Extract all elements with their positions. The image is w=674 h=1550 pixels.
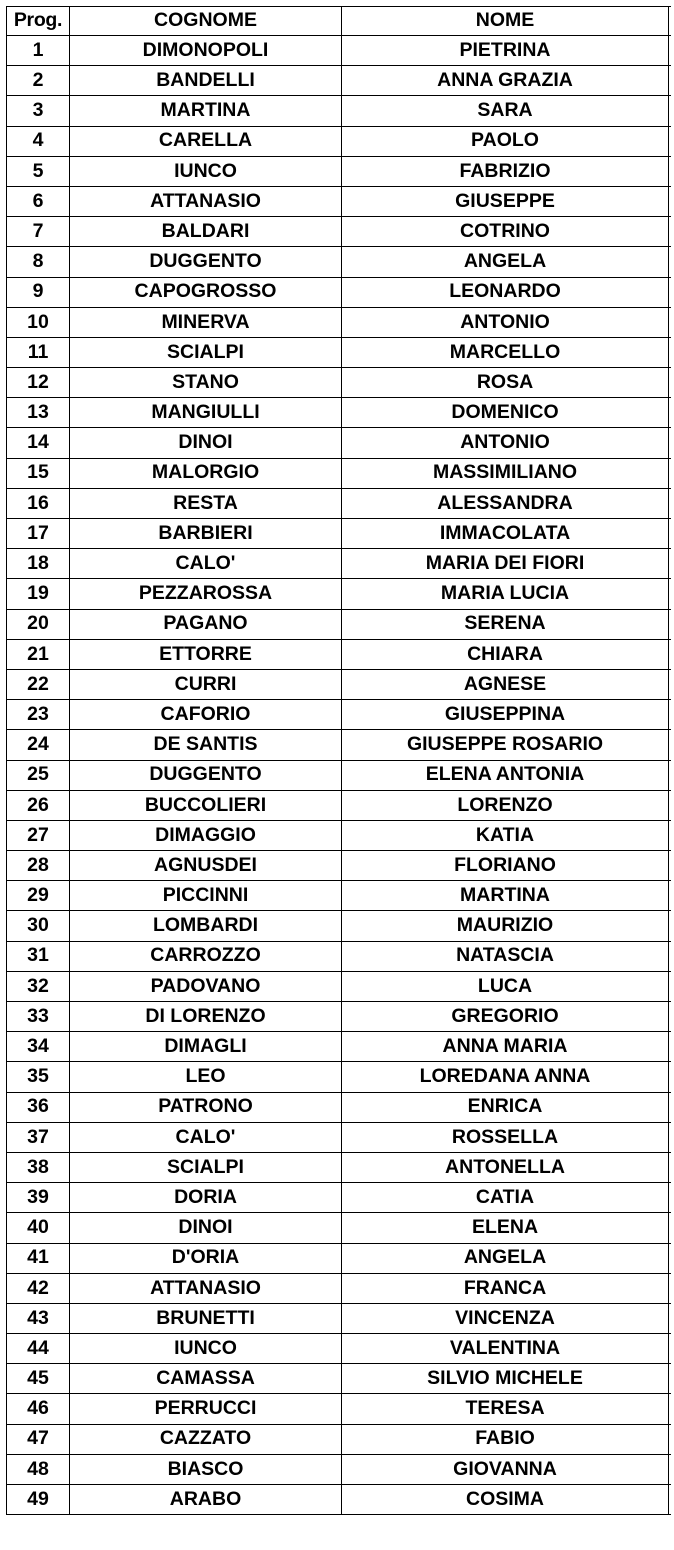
cell-cognome[interactable]: RESTA xyxy=(70,488,342,518)
cell-next-column[interactable] xyxy=(669,36,671,66)
cell-prog[interactable]: 19 xyxy=(7,579,70,609)
table-row xyxy=(7,1002,671,1032)
cell-prog[interactable]: 34 xyxy=(7,1032,70,1062)
cell-cognome[interactable]: SCIALPI xyxy=(70,1152,342,1182)
cell-cognome[interactable]: CALO' xyxy=(70,549,342,579)
cell-prog[interactable]: 27 xyxy=(7,820,70,850)
cell-nome[interactable]: IMMACOLATA xyxy=(342,519,669,549)
cell-next-column[interactable] xyxy=(669,579,671,609)
cell-cognome[interactable]: BUCCOLIERI xyxy=(70,790,342,820)
cell-prog[interactable]: 8 xyxy=(7,247,70,277)
cell-prog[interactable]: 26 xyxy=(7,790,70,820)
cell-prog[interactable]: 21 xyxy=(7,639,70,669)
table-row xyxy=(7,1092,671,1122)
cell-cognome[interactable]: DUGGENTO xyxy=(70,760,342,790)
cell-cognome[interactable]: PICCINNI xyxy=(70,881,342,911)
cell-cognome[interactable]: DIMAGGIO xyxy=(70,820,342,850)
cell-next-column[interactable] xyxy=(669,639,671,669)
cell-cognome[interactable]: DIMONOPOLI xyxy=(70,36,342,66)
cell-prog[interactable]: 1 xyxy=(7,36,70,66)
cell-prog[interactable]: 38 xyxy=(7,1152,70,1182)
cell-nome[interactable]: FABRIZIO xyxy=(342,156,669,186)
cell-cognome[interactable]: PERRUCCI xyxy=(70,1394,342,1424)
cell-prog[interactable]: 37 xyxy=(7,1122,70,1152)
cell-next-column[interactable] xyxy=(669,1364,671,1394)
cell-next-column[interactable] xyxy=(669,669,671,699)
cell-cognome[interactable]: LEO xyxy=(70,1062,342,1092)
cell-nome[interactable]: GIUSEPPE xyxy=(342,186,669,216)
cell-nome[interactable]: LOREDANA ANNA xyxy=(342,1062,669,1092)
cell-nome[interactable]: PIETRINA xyxy=(342,36,669,66)
cell-prog[interactable]: 10 xyxy=(7,307,70,337)
cell-prog[interactable]: 44 xyxy=(7,1334,70,1364)
cell-cognome[interactable]: LOMBARDI xyxy=(70,911,342,941)
table-row xyxy=(7,1243,671,1273)
table-row xyxy=(7,1032,671,1062)
cell-prog[interactable]: 17 xyxy=(7,519,70,549)
cell-cognome[interactable]: AGNUSDEI xyxy=(70,851,342,881)
cell-next-column[interactable] xyxy=(669,307,671,337)
cell-nome[interactable]: MARCELLO xyxy=(342,337,669,367)
table-row xyxy=(7,36,671,66)
cell-nome[interactable]: ANNA GRAZIA xyxy=(342,66,669,96)
cell-prog[interactable]: 14 xyxy=(7,428,70,458)
cell-prog[interactable]: 13 xyxy=(7,398,70,428)
cell-prog[interactable]: 31 xyxy=(7,941,70,971)
cell-nome[interactable]: LEONARDO xyxy=(342,277,669,307)
cell-cognome[interactable]: DUGGENTO xyxy=(70,247,342,277)
table-row xyxy=(7,337,671,367)
cell-next-column[interactable] xyxy=(669,398,671,428)
cell-cognome[interactable]: DINOI xyxy=(70,428,342,458)
table-row xyxy=(7,851,671,881)
cell-nome[interactable]: GREGORIO xyxy=(342,1002,669,1032)
table-row xyxy=(7,126,671,156)
table-row xyxy=(7,941,671,971)
table-row xyxy=(7,277,671,307)
cell-nome[interactable]: ROSSELLA xyxy=(342,1122,669,1152)
cell-cognome[interactable]: PATRONO xyxy=(70,1092,342,1122)
cell-next-column[interactable] xyxy=(669,428,671,458)
cell-cognome[interactable]: MINERVA xyxy=(70,307,342,337)
cell-next-column[interactable] xyxy=(669,1424,671,1454)
cell-nome[interactable]: LUCA xyxy=(342,971,669,1001)
cell-cognome[interactable]: D'ORIA xyxy=(70,1243,342,1273)
table-row xyxy=(7,1394,671,1424)
cell-next-column[interactable] xyxy=(669,790,671,820)
cell-prog[interactable]: 43 xyxy=(7,1303,70,1333)
cell-cognome[interactable]: CURRI xyxy=(70,669,342,699)
cell-next-column[interactable] xyxy=(669,609,671,639)
table-row xyxy=(7,488,671,518)
cell-prog[interactable]: 30 xyxy=(7,911,70,941)
table-row xyxy=(7,971,671,1001)
table-row xyxy=(7,911,671,941)
spreadsheet xyxy=(6,6,670,1515)
cell-next-column[interactable] xyxy=(669,1303,671,1333)
cell-next-column[interactable] xyxy=(669,519,671,549)
cell-nome[interactable]: MAURIZIO xyxy=(342,911,669,941)
header-prog[interactable]: Prog. xyxy=(7,7,70,36)
cell-prog[interactable]: 24 xyxy=(7,730,70,760)
cell-prog[interactable]: 18 xyxy=(7,549,70,579)
cell-prog[interactable]: 20 xyxy=(7,609,70,639)
cell-cognome[interactable]: CAZZATO xyxy=(70,1424,342,1454)
cell-cognome[interactable]: CAPOGROSSO xyxy=(70,277,342,307)
cell-cognome[interactable]: BIASCO xyxy=(70,1454,342,1484)
cell-nome[interactable]: GIOVANNA xyxy=(342,1454,669,1484)
table-row xyxy=(7,156,671,186)
cell-cognome[interactable]: ARABO xyxy=(70,1485,342,1515)
cell-prog[interactable]: 47 xyxy=(7,1424,70,1454)
cell-cognome[interactable]: DI LORENZO xyxy=(70,1002,342,1032)
cell-nome[interactable]: ANTONELLA xyxy=(342,1152,669,1182)
table-row xyxy=(7,1062,671,1092)
header-nome[interactable]: NOME xyxy=(342,7,669,36)
cell-nome[interactable]: FRANCA xyxy=(342,1273,669,1303)
cell-prog[interactable]: 23 xyxy=(7,700,70,730)
cell-cognome[interactable]: BANDELLI xyxy=(70,66,342,96)
cell-nome[interactable]: ANTONIO xyxy=(342,307,669,337)
cell-prog[interactable]: 22 xyxy=(7,669,70,699)
cell-next-column[interactable] xyxy=(669,337,671,367)
table-row xyxy=(7,790,671,820)
table-row xyxy=(7,1485,671,1515)
cell-next-column[interactable] xyxy=(669,66,671,96)
cell-cognome[interactable]: CARELLA xyxy=(70,126,342,156)
cell-prog[interactable]: 39 xyxy=(7,1183,70,1213)
table-row xyxy=(7,1454,671,1484)
table-row xyxy=(7,549,671,579)
cell-next-column[interactable] xyxy=(669,368,671,398)
table-row xyxy=(7,700,671,730)
cell-next-column[interactable] xyxy=(669,1002,671,1032)
cell-cognome[interactable]: STANO xyxy=(70,368,342,398)
cell-cognome[interactable]: BALDARI xyxy=(70,217,342,247)
cell-prog[interactable]: 16 xyxy=(7,488,70,518)
names-table xyxy=(6,6,671,1515)
cell-prog[interactable]: 6 xyxy=(7,186,70,216)
cell-next-column[interactable] xyxy=(669,730,671,760)
cell-nome[interactable]: LORENZO xyxy=(342,790,669,820)
cell-next-column[interactable] xyxy=(669,217,671,247)
cell-cognome[interactable]: PADOVANO xyxy=(70,971,342,1001)
cell-cognome[interactable]: CAMASSA xyxy=(70,1364,342,1394)
cell-cognome[interactable]: ATTANASIO xyxy=(70,186,342,216)
cell-nome[interactable]: KATIA xyxy=(342,820,669,850)
cell-next-column[interactable] xyxy=(669,1394,671,1424)
cell-nome[interactable]: GIUSEPPINA xyxy=(342,700,669,730)
cell-next-column[interactable] xyxy=(669,186,671,216)
table-row xyxy=(7,217,671,247)
cell-next-column[interactable] xyxy=(669,1122,671,1152)
cell-nome[interactable]: ANGELA xyxy=(342,247,669,277)
cell-cognome[interactable]: SCIALPI xyxy=(70,337,342,367)
cell-cognome[interactable]: CALO' xyxy=(70,1122,342,1152)
table-row xyxy=(7,428,671,458)
table-row xyxy=(7,1364,671,1394)
cell-next-column[interactable] xyxy=(669,881,671,911)
cell-next-column[interactable] xyxy=(669,851,671,881)
table-row xyxy=(7,1334,671,1364)
cell-nome[interactable]: COTRINO xyxy=(342,217,669,247)
table-row xyxy=(7,398,671,428)
cell-prog[interactable]: 29 xyxy=(7,881,70,911)
cell-prog[interactable]: 12 xyxy=(7,368,70,398)
cell-next-column[interactable] xyxy=(669,1334,671,1364)
table-row xyxy=(7,1213,671,1243)
table-row xyxy=(7,730,671,760)
cell-next-column[interactable] xyxy=(669,1243,671,1273)
cell-prog[interactable]: 4 xyxy=(7,126,70,156)
cell-cognome[interactable]: MALORGIO xyxy=(70,458,342,488)
cell-prog[interactable]: 28 xyxy=(7,851,70,881)
table-row xyxy=(7,66,671,96)
cell-nome[interactable]: VALENTINA xyxy=(342,1334,669,1364)
cell-next-column[interactable] xyxy=(669,277,671,307)
cell-cognome[interactable]: BARBIERI xyxy=(70,519,342,549)
cell-nome[interactable]: CHIARA xyxy=(342,639,669,669)
cell-nome[interactable]: SERENA xyxy=(342,609,669,639)
cell-next-column[interactable] xyxy=(669,700,671,730)
cell-next-column[interactable] xyxy=(669,458,671,488)
cell-prog[interactable]: 33 xyxy=(7,1002,70,1032)
cell-nome[interactable]: SARA xyxy=(342,96,669,126)
table-row xyxy=(7,1424,671,1454)
cell-nome[interactable]: ELENA xyxy=(342,1213,669,1243)
cell-cognome[interactable]: IUNCO xyxy=(70,1334,342,1364)
cell-cognome[interactable]: DORIA xyxy=(70,1183,342,1213)
cell-next-column[interactable] xyxy=(669,1032,671,1062)
cell-prog[interactable]: 46 xyxy=(7,1394,70,1424)
cell-cognome[interactable]: MANGIULLI xyxy=(70,398,342,428)
cell-next-column[interactable] xyxy=(669,488,671,518)
cell-next-column[interactable] xyxy=(669,247,671,277)
cell-prog[interactable]: 48 xyxy=(7,1454,70,1484)
cell-prog[interactable]: 7 xyxy=(7,217,70,247)
cell-cognome[interactable]: CAFORIO xyxy=(70,700,342,730)
cell-prog[interactable]: 2 xyxy=(7,66,70,96)
cell-nome[interactable]: MARIA LUCIA xyxy=(342,579,669,609)
cell-next-column[interactable] xyxy=(669,156,671,186)
cell-next-column[interactable] xyxy=(669,1183,671,1213)
cell-next-column[interactable] xyxy=(669,1454,671,1484)
cell-prog[interactable]: 41 xyxy=(7,1243,70,1273)
cell-nome[interactable]: MARIA DEI FIORI xyxy=(342,549,669,579)
cell-nome[interactable]: COSIMA xyxy=(342,1485,669,1515)
table-row xyxy=(7,307,671,337)
cell-nome[interactable]: MASSIMILIANO xyxy=(342,458,669,488)
cell-cognome[interactable]: DE SANTIS xyxy=(70,730,342,760)
cell-prog[interactable]: 15 xyxy=(7,458,70,488)
cell-nome[interactable]: AGNESE xyxy=(342,669,669,699)
cell-prog[interactable]: 42 xyxy=(7,1273,70,1303)
cell-nome[interactable]: NATASCIA xyxy=(342,941,669,971)
header-cognome[interactable]: COGNOME xyxy=(70,7,342,36)
cell-nome[interactable]: DOMENICO xyxy=(342,398,669,428)
header-next-column[interactable] xyxy=(669,7,671,36)
cell-nome[interactable]: MARTINA xyxy=(342,881,669,911)
cell-prog[interactable]: 11 xyxy=(7,337,70,367)
cell-cognome[interactable]: PEZZAROSSA xyxy=(70,579,342,609)
cell-prog[interactable]: 40 xyxy=(7,1213,70,1243)
table-row xyxy=(7,820,671,850)
cell-nome[interactable]: ANNA MARIA xyxy=(342,1032,669,1062)
cell-next-column[interactable] xyxy=(669,549,671,579)
cell-next-column[interactable] xyxy=(669,820,671,850)
cell-prog[interactable]: 5 xyxy=(7,156,70,186)
cell-cognome[interactable]: ATTANASIO xyxy=(70,1273,342,1303)
cell-cognome[interactable]: CARROZZO xyxy=(70,941,342,971)
cell-next-column[interactable] xyxy=(669,1062,671,1092)
cell-prog[interactable]: 49 xyxy=(7,1485,70,1515)
cell-nome[interactable]: ENRICA xyxy=(342,1092,669,1122)
cell-next-column[interactable] xyxy=(669,971,671,1001)
cell-nome[interactable]: ROSA xyxy=(342,368,669,398)
cell-prog[interactable]: 25 xyxy=(7,760,70,790)
table-row xyxy=(7,579,671,609)
table-row xyxy=(7,96,671,126)
cell-next-column[interactable] xyxy=(669,1092,671,1122)
cell-nome[interactable]: ANGELA xyxy=(342,1243,669,1273)
cell-cognome[interactable]: DINOI xyxy=(70,1213,342,1243)
cell-cognome[interactable]: MARTINA xyxy=(70,96,342,126)
cell-next-column[interactable] xyxy=(669,1213,671,1243)
cell-nome[interactable]: TERESA xyxy=(342,1394,669,1424)
cell-cognome[interactable]: PAGANO xyxy=(70,609,342,639)
cell-prog[interactable]: 9 xyxy=(7,277,70,307)
cell-prog[interactable]: 36 xyxy=(7,1092,70,1122)
cell-nome[interactable]: GIUSEPPE ROSARIO xyxy=(342,730,669,760)
table-row xyxy=(7,760,671,790)
table-row xyxy=(7,639,671,669)
cell-next-column[interactable] xyxy=(669,1485,671,1515)
cell-nome[interactable]: FLORIANO xyxy=(342,851,669,881)
cell-nome[interactable]: PAOLO xyxy=(342,126,669,156)
table-row xyxy=(7,669,671,699)
table-row xyxy=(7,519,671,549)
cell-cognome[interactable]: DIMAGLI xyxy=(70,1032,342,1062)
cell-prog[interactable]: 45 xyxy=(7,1364,70,1394)
table-row xyxy=(7,881,671,911)
table-row xyxy=(7,1183,671,1213)
table-body xyxy=(7,36,671,1515)
cell-nome[interactable]: ELENA ANTONIA xyxy=(342,760,669,790)
cell-nome[interactable]: VINCENZA xyxy=(342,1303,669,1333)
cell-next-column[interactable] xyxy=(669,96,671,126)
cell-nome[interactable]: SILVIO MICHELE xyxy=(342,1364,669,1394)
table-row xyxy=(7,458,671,488)
table-row xyxy=(7,247,671,277)
table-row xyxy=(7,609,671,639)
cell-prog[interactable]: 32 xyxy=(7,971,70,1001)
table-row xyxy=(7,1303,671,1333)
header-row xyxy=(7,7,671,36)
cell-prog[interactable]: 3 xyxy=(7,96,70,126)
table-header xyxy=(7,7,671,36)
table-row xyxy=(7,1122,671,1152)
cell-nome[interactable]: CATIA xyxy=(342,1183,669,1213)
table-row xyxy=(7,1273,671,1303)
cell-cognome[interactable]: IUNCO xyxy=(70,156,342,186)
cell-cognome[interactable]: ETTORRE xyxy=(70,639,342,669)
cell-cognome[interactable]: BRUNETTI xyxy=(70,1303,342,1333)
cell-next-column[interactable] xyxy=(669,760,671,790)
cell-next-column[interactable] xyxy=(669,126,671,156)
cell-next-column[interactable] xyxy=(669,1152,671,1182)
cell-next-column[interactable] xyxy=(669,941,671,971)
table-row xyxy=(7,186,671,216)
cell-nome[interactable]: ANTONIO xyxy=(342,428,669,458)
table-row xyxy=(7,1152,671,1182)
cell-nome[interactable]: FABIO xyxy=(342,1424,669,1454)
cell-nome[interactable]: ALESSANDRA xyxy=(342,488,669,518)
cell-prog[interactable]: 35 xyxy=(7,1062,70,1092)
cell-next-column[interactable] xyxy=(669,911,671,941)
cell-next-column[interactable] xyxy=(669,1273,671,1303)
table-row xyxy=(7,368,671,398)
